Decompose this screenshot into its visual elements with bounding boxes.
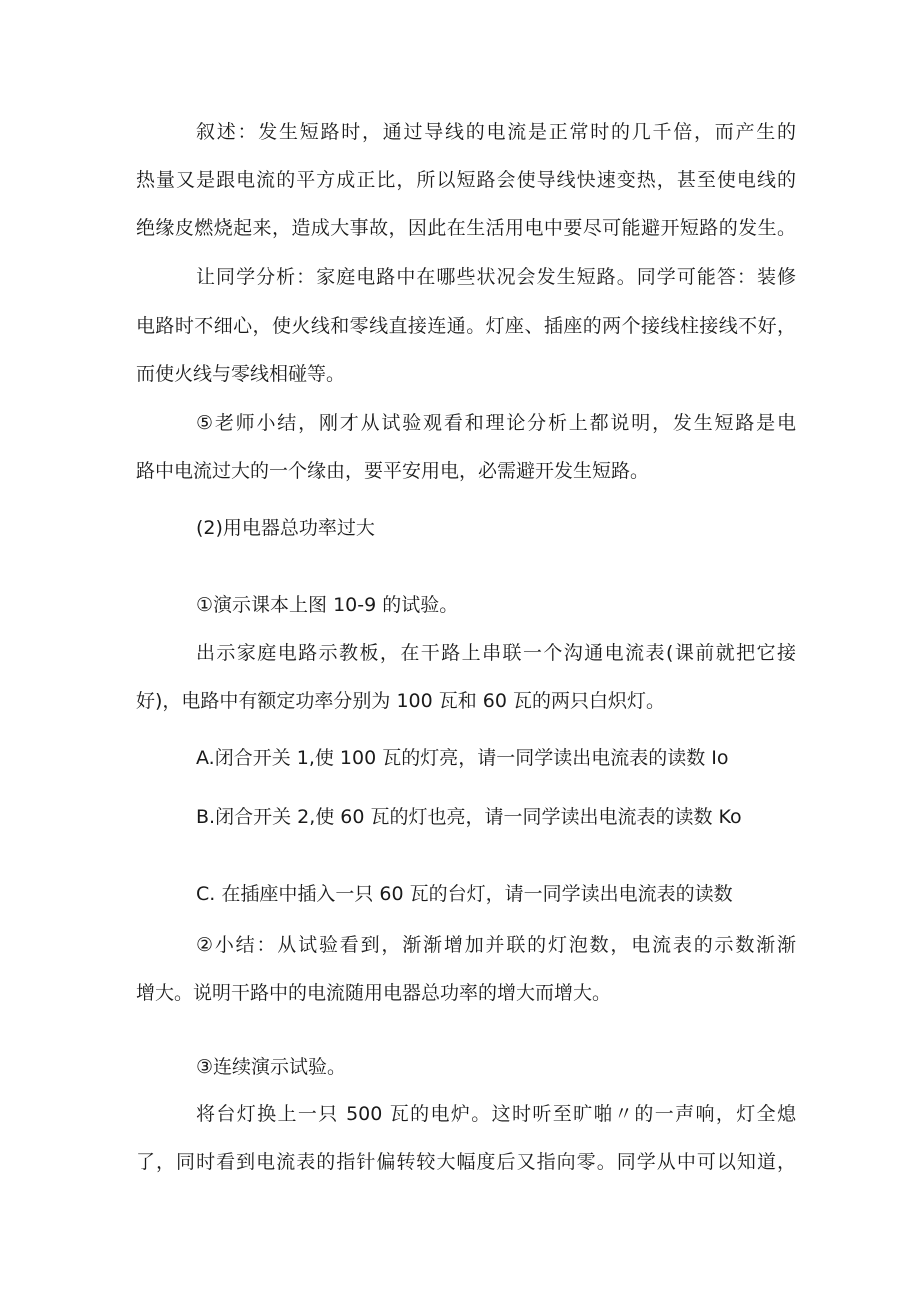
summary-line-1: ②小结：从试验看到，渐渐增加并联的灯泡数，电流表的示数渐渐 — [196, 934, 796, 956]
paragraph-3-line-1: ⑤老师小结，刚才从试验观看和理论分析上都说明，发生短路是电 — [196, 412, 796, 434]
paragraph-2-line-2: 电路时不细心，使火线和零线直接连通。灯座、插座的两个接线柱接线不好， — [136, 315, 796, 337]
paragraph-3-line-2: 路中电流过大的一个缘由，要平安用电，必需避开发生短路。 — [136, 460, 650, 482]
summary-line-2: 增大。说明干路中的电流随用电器总功率的增大而增大。 — [136, 982, 612, 1004]
paragraph-4-line-1: 出示家庭电路示教板，在干路上串联一个沟通电流表(课前就把它接 — [196, 642, 796, 664]
paragraph-5-line-1: 将台灯换上一只 500 瓦的电炉。这时听至旷啪〃的一声响，灯全熄 — [196, 1103, 796, 1125]
paragraph-1-line-1: 叙述：发生短路时，通过导线的电流是正常时的几千倍，而产生的 — [196, 121, 796, 143]
paragraph-2-line-1: 让同学分析：家庭电路中在哪些状况会发生短路。同学可能答：装修 — [196, 266, 796, 288]
paragraph-1-line-2: 热量又是跟电流的平方成正比，所以短路会使导线快速变热，甚至使电线的 — [136, 169, 796, 191]
paragraph-1-line-3: 绝缘皮燃烧起来，造成大事故，因此在生活用电中要尽可能避开短路的发生。 — [136, 217, 796, 239]
step-a: A.闭合开关 1,使 100 瓦的灯亮，请一同学读出电流表的读数 Io — [196, 747, 729, 769]
paragraph-2-line-3: 而使火线与零线相碰等。 — [136, 363, 346, 385]
step-c: C. 在插座中插入一只 60 瓦的台灯，请一同学读出电流表的读数 — [196, 883, 733, 905]
section-heading: (2)用电器总功率过大 — [196, 517, 375, 539]
demo-step-1: ①演示课本上图 10-9 的试验。 — [196, 594, 459, 616]
demo-step-3: ③连续演示试验。 — [196, 1056, 347, 1078]
step-b: B.闭合开关 2,使 60 瓦的灯也亮，请一同学读出电流表的读数 Ko — [196, 806, 742, 828]
paragraph-5-line-2: 了，同时看到电流表的指针偏转较大幅度后又指向零。同学从中可以知道， — [136, 1151, 796, 1173]
paragraph-4-line-2: 好)，电路中有额定功率分别为 100 瓦和 60 瓦的两只白炽灯。 — [136, 690, 666, 712]
